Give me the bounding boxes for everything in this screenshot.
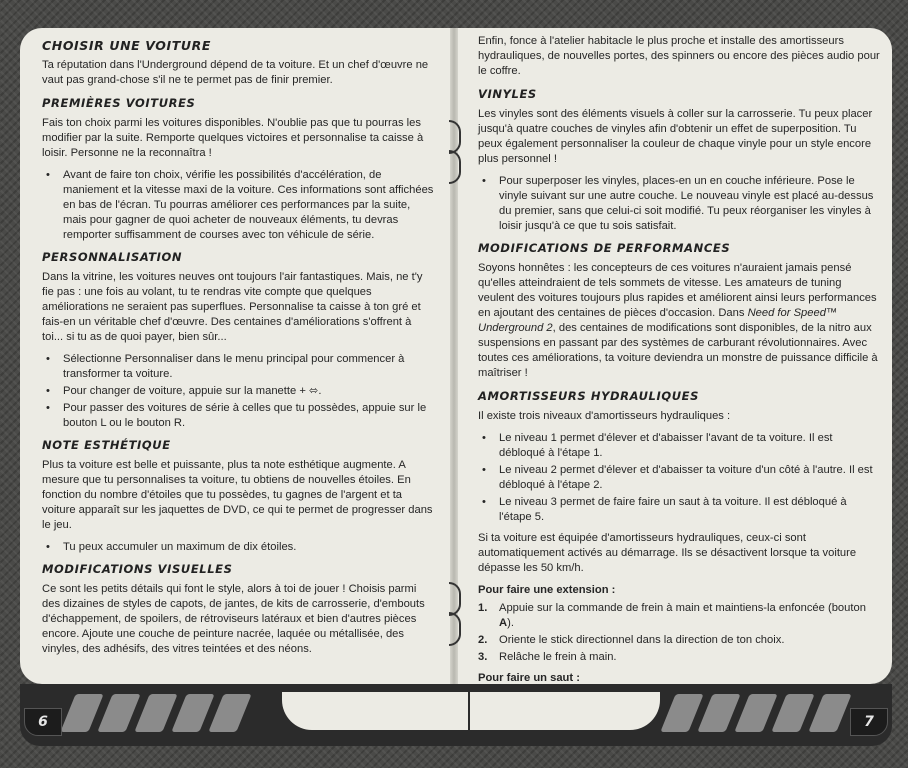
step-number: 1. (478, 602, 488, 614)
label-extension: Pour faire une extension : (478, 584, 616, 596)
stripe (697, 694, 740, 732)
stripe (97, 694, 140, 732)
decorative-stripes-left (68, 694, 244, 732)
bullets-amortisseurs (478, 431, 880, 525)
bullet-item: • Pour changer de voiture, appuie sur la manette + ⬄. (42, 384, 434, 399)
stripe (60, 694, 103, 732)
stripe (808, 694, 851, 732)
bullet-item: • Le niveau 1 permet d'élever et d'abaisser l'avant de ta voiture. Il est débloqué à l'étape 1. (478, 431, 880, 461)
page-number-right: 7 (850, 708, 888, 736)
heading-modifications-visuelles: MODIFICATIONS VISUELLES (42, 562, 233, 576)
left-page (20, 28, 450, 684)
bullets-personnalisation (42, 352, 434, 431)
bullet-item: • Tu peux accumuler un maximum de dix étoiles. (42, 540, 434, 555)
bullet-item: • Sélectionne Personnaliser dans le menu principal pour commencer à transformer ta voiture. (42, 352, 434, 382)
paragraph-choisir: Ta réputation dans l'Underground dépend de ta voiture. Et un chef d'œuvre ne vaut pas grand-chose s'il ne te permet pas de finir premier. (42, 59, 429, 86)
footer-band (20, 684, 892, 746)
game-title: Need for Speed™ Underground 2 (478, 307, 838, 334)
paragraph-premieres: Fais ton choix parmi les voitures disponibles. N'oublie pas que tu pourras les modifier par la suite. Remporte quelques victoires et personnalise ta caisse à loisir. Personne ne la reconnaîtra ! (42, 117, 424, 159)
bullets-premieres (42, 168, 434, 243)
heading-note-esthetique: NOTE ESTHÉTIQUE (42, 438, 171, 452)
step-item (478, 633, 880, 648)
paragraph-personnalisation: Dans la vitrine, les voitures neuves ont toujours l'air fantastiques. Mais, ne t'y fie pas : une fois au volant, tu te rendras vite compte que quelques améliorations ne seraient pas superflues. Personnalise ta caisse à ton gré et fais-en un véritable chef d'œuvre. Des centaines d'améliorations s'offrent à toi... si tu as de quoi payer, bien sûr... (42, 271, 423, 343)
heading-choisir-voiture: CHOISIR UNE VOITURE (42, 38, 212, 53)
paragraph-modvis: Ce sont les petits détails qui font le style, alors à toi de jouer ! Choisis parmi des dizaines de styles de capots, de jantes, de kits de carrosserie, d'embouts d'échappement, de spoilers, de rétroviseurs latéraux et bien d'autres pièces encore. Ajoute une couche de peinture nacrée, laquée ou métallisée, des vinyles, des adhésifs, des vitres teintées et des néons. (42, 583, 425, 655)
steps-extension (478, 601, 880, 665)
right-column (478, 34, 880, 725)
paragraph-performances (478, 261, 880, 381)
stripe (171, 694, 214, 732)
heading-premieres-voitures: PREMIÈRES VOITURES (42, 96, 196, 110)
paragraph-amortisseurs: Il existe trois niveaux d'amortisseurs hydrauliques : (478, 410, 731, 422)
stripe (208, 694, 251, 732)
paragraph-note: Plus ta voiture est belle et puissante, plus ta note esthétique augmente. A mesure que tu personnalises ta voiture, tu obtiens de nouvelles étoiles. En fonction du nombre d'étoiles que tu possèdes, tu gagnes de l'argent et ta voiture apparaît sur les jaquettes de DVD, ce qui te permet de progresser dans le jeu. (42, 459, 433, 531)
step-item (478, 650, 880, 665)
stripe (660, 694, 703, 732)
step-number: 2. (478, 634, 488, 646)
heading-personnalisation: PERSONNALISATION (42, 250, 183, 264)
step-item (478, 601, 880, 631)
stripe (734, 694, 777, 732)
step-text: Relâche le frein à main. (499, 651, 617, 663)
bullets-vinyles (478, 174, 880, 234)
right-page (458, 28, 892, 684)
step-number: 3. (478, 651, 488, 663)
paragraph-equipee: Si ta voiture est équipée d'amortisseurs hydrauliques, ceux-ci sont automatiquement activés au démarrage. Ils se désactivent lorsque ta voiture dépasse les 50 km/h. (478, 532, 857, 574)
page-number-left: 6 (24, 708, 62, 736)
bullet-item: • Avant de faire ton choix, vérifie les possibilités d'accélération, de maniement et la vitesse maxi de la voiture. Ces informations sont affichées en bas de l'écran. Tu pourras améliorer ces performances par la suite, mais pour gagner de quoi acheter de nouveaux éléments, tu devras remporter suffisamment de courses avec ton véhicule de série. (42, 168, 434, 243)
stripe (771, 694, 814, 732)
paragraph-enfin: Enfin, fonce à l'atelier habitacle le plus proche et installe des amortisseurs hydrauliques, de nouvelles portes, des spinners ou encore des pièces audio pour le coffre. (478, 35, 880, 77)
footer-tab-left (282, 692, 468, 730)
bullet-item: • Le niveau 3 permet de faire faire un saut à ta voiture. Il est débloqué à l'étape 5. (478, 495, 880, 525)
paragraph-vinyles: Les vinyles sont des éléments visuels à coller sur la carrosserie. Tu peux placer jusqu'à quatre couches de vinyles afin d'obtenir un effet de superposition. Tu peux également personnaliser la couleur de chaque vinyle pour un style encore plus personnel ! (478, 108, 873, 165)
perf-text-b: , des centaines de modifications sont disponibles, de la nitro aux suspensions en passant par des systèmes de carburant révolutionnaires. Avec toutes ces améliorations, ta voiture deviendra un monstre de puissance difficile à maîtriser ! (478, 322, 878, 379)
decorative-stripes-right (668, 694, 844, 732)
bullet-item: • Pour passer des voitures de série à celles que tu possèdes, appuie sur le bouton L ou le bouton R. (42, 401, 434, 431)
label-saut: Pour faire un saut : (478, 672, 580, 684)
heading-vinyles: VINYLES (478, 87, 537, 101)
perf-text-a: Soyons honnêtes : les concepteurs de ces voitures n'auraient jamais pensé qu'elles atteindraient de tels sommets de vitesse. Les amateurs de tuning veulent des voitures toujours plus rapides et améliorent ainsi leurs performances en ajoutant des centaines de pièces d'occasion. Dans (478, 262, 877, 319)
bullet-item: • Pour superposer les vinyles, places-en un en couche inférieure. Pose le vinyle suivant sur une autre couche. Le nouveau vinyle est placé au-dessus du premier, sans que celui-ci soit modifié. Tu peux réorganiser les vinyles à loisir jusqu'à ce que tu sois satisfait. (478, 174, 880, 234)
bullets-note (42, 540, 434, 555)
step-text: ). (507, 617, 514, 629)
footer-tab-right (470, 692, 660, 730)
stripe (134, 694, 177, 732)
bullet-item: • Le niveau 2 permet d'élever et d'abaisser ta voiture d'un côté à l'autre. Il est débloqué à l'étape 2. (478, 463, 880, 493)
button-a-label: A (499, 617, 508, 629)
heading-amortisseurs: AMORTISSEURS HYDRAULIQUES (478, 389, 700, 403)
left-column (42, 34, 434, 664)
heading-modifications-performances: MODIFICATIONS DE PERFORMANCES (478, 241, 731, 255)
step-text: Appuie sur la commande de frein à main et maintiens-la enfoncée (bouton (499, 602, 866, 614)
step-text: Oriente le stick directionnel dans la direction de ton choix. (499, 634, 785, 646)
